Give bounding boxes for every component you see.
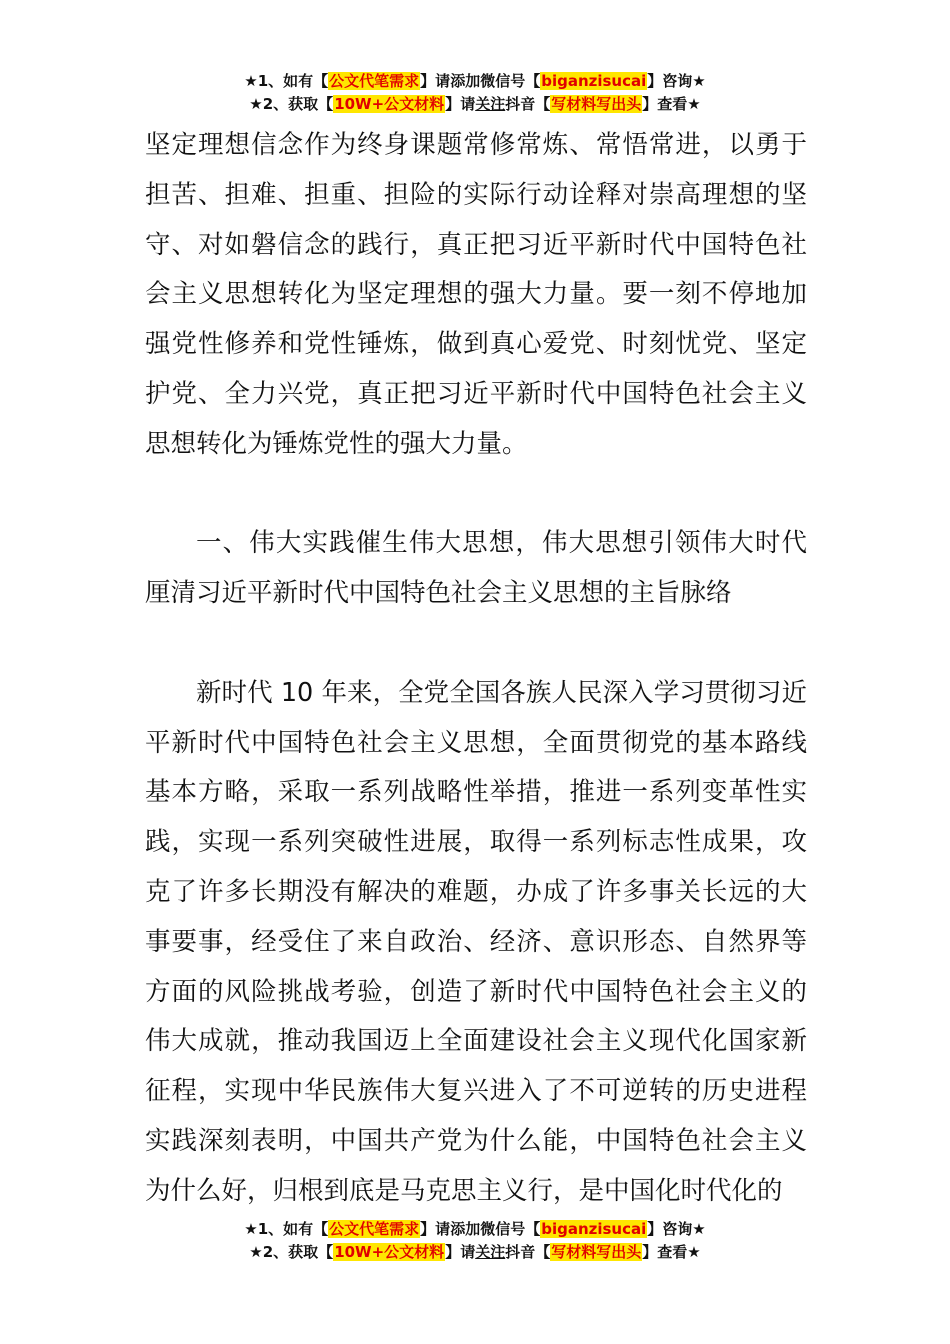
promo-text: 】查看★ xyxy=(642,95,701,113)
promo-highlight: 10W+公文材料 xyxy=(334,95,445,113)
promo-text: 】查看★ xyxy=(642,1243,701,1261)
promo-line-2 xyxy=(0,1241,950,1264)
promo-wechat-id: biganzisucai xyxy=(541,72,647,90)
promo-text: 】请 xyxy=(445,1243,476,1261)
bottom-promo-banner xyxy=(0,1218,950,1264)
promo-emphasis: 关注 xyxy=(475,95,506,113)
promo-line-1 xyxy=(0,1218,950,1241)
promo-text: 】咨询★ xyxy=(647,72,706,90)
promo-emphasis: 关注 xyxy=(475,1243,506,1261)
document-body xyxy=(145,121,807,1217)
promo-text: 抖音【 xyxy=(505,1243,551,1261)
promo-line-1 xyxy=(0,70,950,93)
promo-text: 】请 xyxy=(420,72,451,90)
promo-text: 】咨询★ xyxy=(647,1220,706,1238)
promo-text: 】请 xyxy=(445,95,476,113)
promo-douyin-name: 写材料写出头 xyxy=(551,1243,642,1261)
promo-highlight: 公文代笔需求 xyxy=(329,1220,420,1238)
promo-text: 微信号【 xyxy=(480,72,541,90)
promo-emphasis: 添加 xyxy=(450,72,481,90)
promo-text: 微信号【 xyxy=(480,1220,541,1238)
top-promo-banner xyxy=(0,70,950,116)
paragraph-continued: 坚定理想信念作为终身课题常修常炼、常悟常进，以勇于担苦、担难、担重、担险的实际行动诠释对崇高理想的坚守、对如磐信念的践行，真正把习近平新时代中国特色社会主义思想转化为坚定理想的强大力量。要一刻不停地加强党性修养和党性锤炼，做到真心爱党、时刻忧党、坚定护党、全力兴党，真正把习近平新时代中国特色社会主义思想转化为锤炼党性的强大力量。 xyxy=(145,130,807,459)
promo-text: ★1、如有【 xyxy=(244,72,329,90)
promo-text: ★1、如有【 xyxy=(244,1220,329,1238)
paragraph-spacer xyxy=(145,619,807,669)
promo-text: 】请 xyxy=(420,1220,451,1238)
promo-line-2 xyxy=(0,93,950,116)
promo-text: ★2、获取【 xyxy=(249,1243,334,1261)
paragraph-main: 新时代 10 年来，全党全国各族人民深入学习贯彻习近平新时代中国特色社会主义思想，全面贯彻党的基本路线基本方略，采取一系列战略性举措，推进一系列变革性实践，实现一系列突破性进展，取得一系列标志性成果，攻克了许多长期没有解决的难题，办成了许多事关长远的大事要事，经受住了来自政治、经济、意识形态、自然界等方面的风险挑战考验，创造了新时代中国特色社会主义的伟大成就，推动我国迈上全面建设社会主义现代化国家新征程，实现中华民族伟大复兴进入了不可逆转的历史进程 实践深刻表明，中国共产党为什么能，中国特色社会主义为什么好，归根到底是马克思主义行，是中国化时代化的 xyxy=(145,677,807,1206)
section-heading: 一、伟大实践催生伟大思想，伟大思想引领伟大时代 厘清习近平新时代中国特色社会主义思想的主旨脉络 xyxy=(145,528,807,609)
promo-emphasis: 添加 xyxy=(450,1220,481,1238)
promo-douyin-name: 写材料写出头 xyxy=(551,95,642,113)
promo-text: ★2、获取【 xyxy=(249,95,334,113)
paragraph-spacer xyxy=(145,470,807,520)
promo-highlight: 10W+公文材料 xyxy=(334,1243,445,1261)
promo-text: 抖音【 xyxy=(505,95,551,113)
promo-wechat-id: biganzisucai xyxy=(541,1220,647,1238)
promo-highlight: 公文代笔需求 xyxy=(329,72,420,90)
